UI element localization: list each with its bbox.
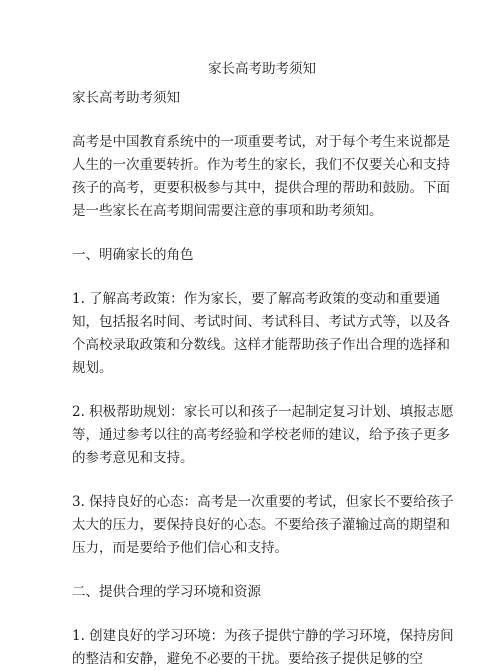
section-heading-1: 一、明确家长的角色	[72, 247, 194, 263]
section1-item-2: 2. 积极帮助规划：家长可以和孩子一起制定复习计划、填报志愿等，通过参考以往的高考经验和学校老师的建议，给予孩子更多的参考意见和支持。	[72, 404, 454, 466]
section1-item-1: 1. 了解高考政策：作为家长，要了解高考政策的变动和重要通知，包括报名时间、考试时间、考试科目、考试方式等，以及各个高校录取政策和分数线。这样才能帮助孩子作出合理的选择和规划。	[72, 291, 450, 376]
document-subtitle: 家长高考助考须知	[72, 90, 180, 106]
section-heading-2: 二、提供合理的学习环境和资源	[72, 584, 261, 600]
document-title: 家长高考助考须知	[208, 61, 316, 77]
section1-item-3: 3. 保持良好的心态：高考是一次重要的考试，但家长不要给孩子太大的压力，要保持良好的心态。不要给孩子灌输过高的期望和压力，而是要给予他们信心和支持。	[72, 494, 454, 556]
intro-paragraph: 高考是中国教育系统中的一项重要考试，对于每个考生来说都是人生的一次重要转折。作为考生的家长，我们不仅要关心和支持孩子的高考，更要积极参与其中，提供合理的帮助和鼓励。下面是一些家长在高考期间需要注意的事项和助考须知。	[72, 134, 450, 219]
section2-item-1: 1. 创建良好的学习环境：为孩子提供宁静的学习环境，保持房间的整洁和安静，避免不必要的干扰。要给孩子提供足够的空	[72, 628, 454, 667]
